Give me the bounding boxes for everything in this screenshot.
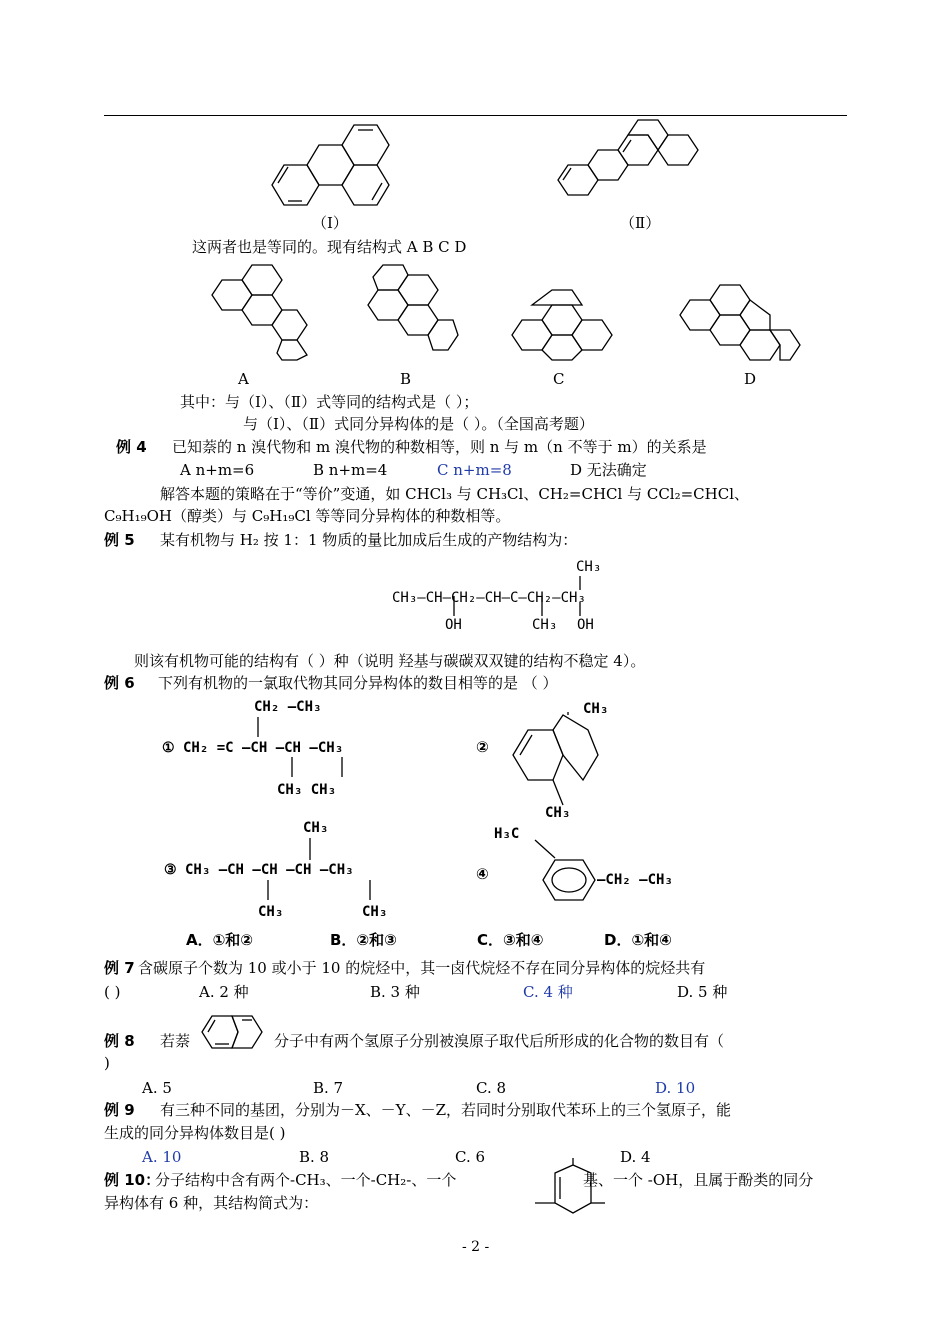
ex6-s3-top: CH₃ <box>303 820 329 836</box>
ex8-label: 例 8 <box>104 1032 135 1050</box>
structure-B-diagram <box>358 265 458 360</box>
ex7-text: 含碳原子个数为 10 或小于 10 的烷烃中，其一卤代烷烃不存在同分异构体的烷烃共有 <box>138 959 706 977</box>
ex4-text: 已知萘的 n 溴代物和 m 溴代物的种数相等，则 n 与 m（n 不等于 m）的关系是 <box>172 438 707 456</box>
ex7-label: 例 7 <box>104 959 135 977</box>
ex9-option-b: B. 8 <box>299 1148 330 1166</box>
ex7-option-c: C. 4 种 <box>523 983 573 1001</box>
ex4-strategy-line1: 解答本题的策略在于“等价”变通，如 CHCl₃ 与 CH₃Cl、CH₂=CHCl 与 CCl₂=CHCl、 <box>160 485 750 503</box>
ex5-formula-oh2: OH <box>577 617 594 633</box>
structure-I-diagram <box>262 125 412 215</box>
ex7-option-b: B. 3 种 <box>370 983 420 1001</box>
ex6-s1-main: ① CH₂ =C —CH —CH —CH₃ <box>162 740 344 756</box>
ex6-option-d: D．①和④ <box>604 931 672 949</box>
ex8-option-b: B. 7 <box>313 1079 344 1097</box>
ex10-label: 例 10： <box>104 1171 161 1189</box>
ex9-text: 有三种不同的基团，分别为－X、－Y、－Z，若同时分别取代苯环上的三个氢原子，能 <box>160 1101 732 1119</box>
ex7-option-d: D. 5 种 <box>677 983 728 1001</box>
ex5-bonds <box>450 576 590 621</box>
structure-II-diagram <box>553 120 703 210</box>
ex6-s3-main: ③ CH₃ —CH —CH —CH —CH₃ <box>164 862 354 878</box>
ex9-option-a: A. 10 <box>142 1148 182 1166</box>
ex6-option-b: B．②和③ <box>330 931 397 949</box>
ex4-option-b: B n+m=4 <box>313 461 388 479</box>
ex5-formula-ch3: CH₃ <box>532 617 558 633</box>
ex10-text-a: 分子结构中含有两个-CH₃、一个-CH₂-、一个 <box>155 1171 457 1189</box>
ex6-s2-top: CH₃ <box>583 701 609 717</box>
ex5-formula-top: CH₃ <box>576 559 602 575</box>
structure-label-D: D <box>744 370 757 388</box>
ex7-paren: ( ) <box>104 983 121 1001</box>
ex5-text: 某有机物与 H₂ 按 1：1 物质的量比加成后生成的产物结构为： <box>160 531 578 549</box>
ex6-s3-b2: CH₃ <box>362 904 388 920</box>
ex5-label: 例 5 <box>104 531 135 549</box>
ex8-text-c: ) <box>104 1054 110 1072</box>
figure-label-II: （Ⅱ） <box>620 214 661 232</box>
ex4-option-a: A n+m=6 <box>180 461 255 479</box>
ex8-option-c: C. 8 <box>476 1079 507 1097</box>
ex7-option-a: A. 2 种 <box>199 983 249 1001</box>
figure-label-I: （Ⅰ） <box>312 214 348 232</box>
ex5-formula-oh1: OH <box>445 617 462 633</box>
header-rule <box>104 115 847 116</box>
ex6-label: 例 6 <box>104 674 135 692</box>
q3-line2: 与（Ⅰ）、（Ⅱ）式同分异构体的是（ ）。（全国高考题） <box>243 415 594 433</box>
ex6-s2-naphthalene <box>508 715 608 810</box>
ex6-s1-bottom: CH₃ CH₃ <box>277 782 337 798</box>
ex5-formula-main: CH₃—CH—CH₂—CH—C—CH₂—CH₃ <box>392 590 586 606</box>
ex6-text: 下列有机物的一氯取代物其同分异构体的数目相等的是 （ ） <box>158 674 558 692</box>
ex6-s1-bonds <box>250 715 360 780</box>
ex4-label: 例 4 <box>116 438 147 456</box>
ex6-s3-b1: CH₃ <box>258 904 284 920</box>
ex9-option-c: C. 6 <box>455 1148 486 1166</box>
ex6-s2-bottom: CH₃ <box>545 805 571 821</box>
q3-line1: 其中：与（Ⅰ）、（Ⅱ）式等同的结构式是（ ）； <box>180 393 479 411</box>
ex6-s2-num: ② <box>476 738 489 756</box>
ex9-option-d: D. 4 <box>620 1148 651 1166</box>
page-number: - 2 - <box>462 1239 490 1255</box>
ex6-s4-h3c: H₃C <box>494 826 520 842</box>
ex6-option-a: A．①和② <box>186 931 254 949</box>
ex4-option-d: D 无法确定 <box>570 461 647 479</box>
structure-A-diagram <box>207 265 317 360</box>
structure-D-diagram <box>675 285 805 360</box>
structure-label-B: B <box>400 370 412 388</box>
ex10-text2: 异构体有 6 种，其结构简式为： <box>104 1194 319 1212</box>
ex6-option-c: C．③和④ <box>477 931 544 949</box>
ex6-s4-num: ④ <box>476 865 489 883</box>
ex6-s4-ethyl: —CH₂ —CH₃ <box>597 872 673 888</box>
ex10-text-b: 基、一个 -OH，且属于酚类的同分 <box>583 1171 814 1189</box>
structure-label-A: A <box>238 370 249 388</box>
intro-text: 这两者也是等同的。现有结构式 A B C D <box>192 238 467 256</box>
ex9-label: 例 9 <box>104 1101 135 1119</box>
ex6-s1-top: CH₂ —CH₃ <box>254 699 322 715</box>
ex8-text-b: 分子中有两个氢原子分别被溴原子取代后所形成的化合物的数目有（ <box>274 1032 725 1050</box>
ex4-option-c: C n+m=8 <box>437 461 512 479</box>
ex8-naphthalene-diagram <box>200 1013 270 1051</box>
ex9-text2: 生成的同分异构体数目是( ) <box>104 1124 286 1142</box>
ex8-text-a: 若萘 <box>160 1032 191 1050</box>
ex8-option-a: A. 5 <box>142 1079 172 1097</box>
ex8-option-d: D. 10 <box>655 1079 696 1097</box>
structure-C-diagram <box>507 290 617 360</box>
ex4-strategy-line2: C₉H₁₉OH（醇类）与 C₉H₁₉Cl 等等同分异构体的种数相等。 <box>104 507 511 525</box>
ex5-question: 则该有机物可能的结构有（ ）种（说明 羟基与碳碳双双键的结构不稳定 4）。 <box>134 652 646 670</box>
ex6-s3-bonds <box>260 838 380 902</box>
structure-label-C: C <box>553 370 565 388</box>
